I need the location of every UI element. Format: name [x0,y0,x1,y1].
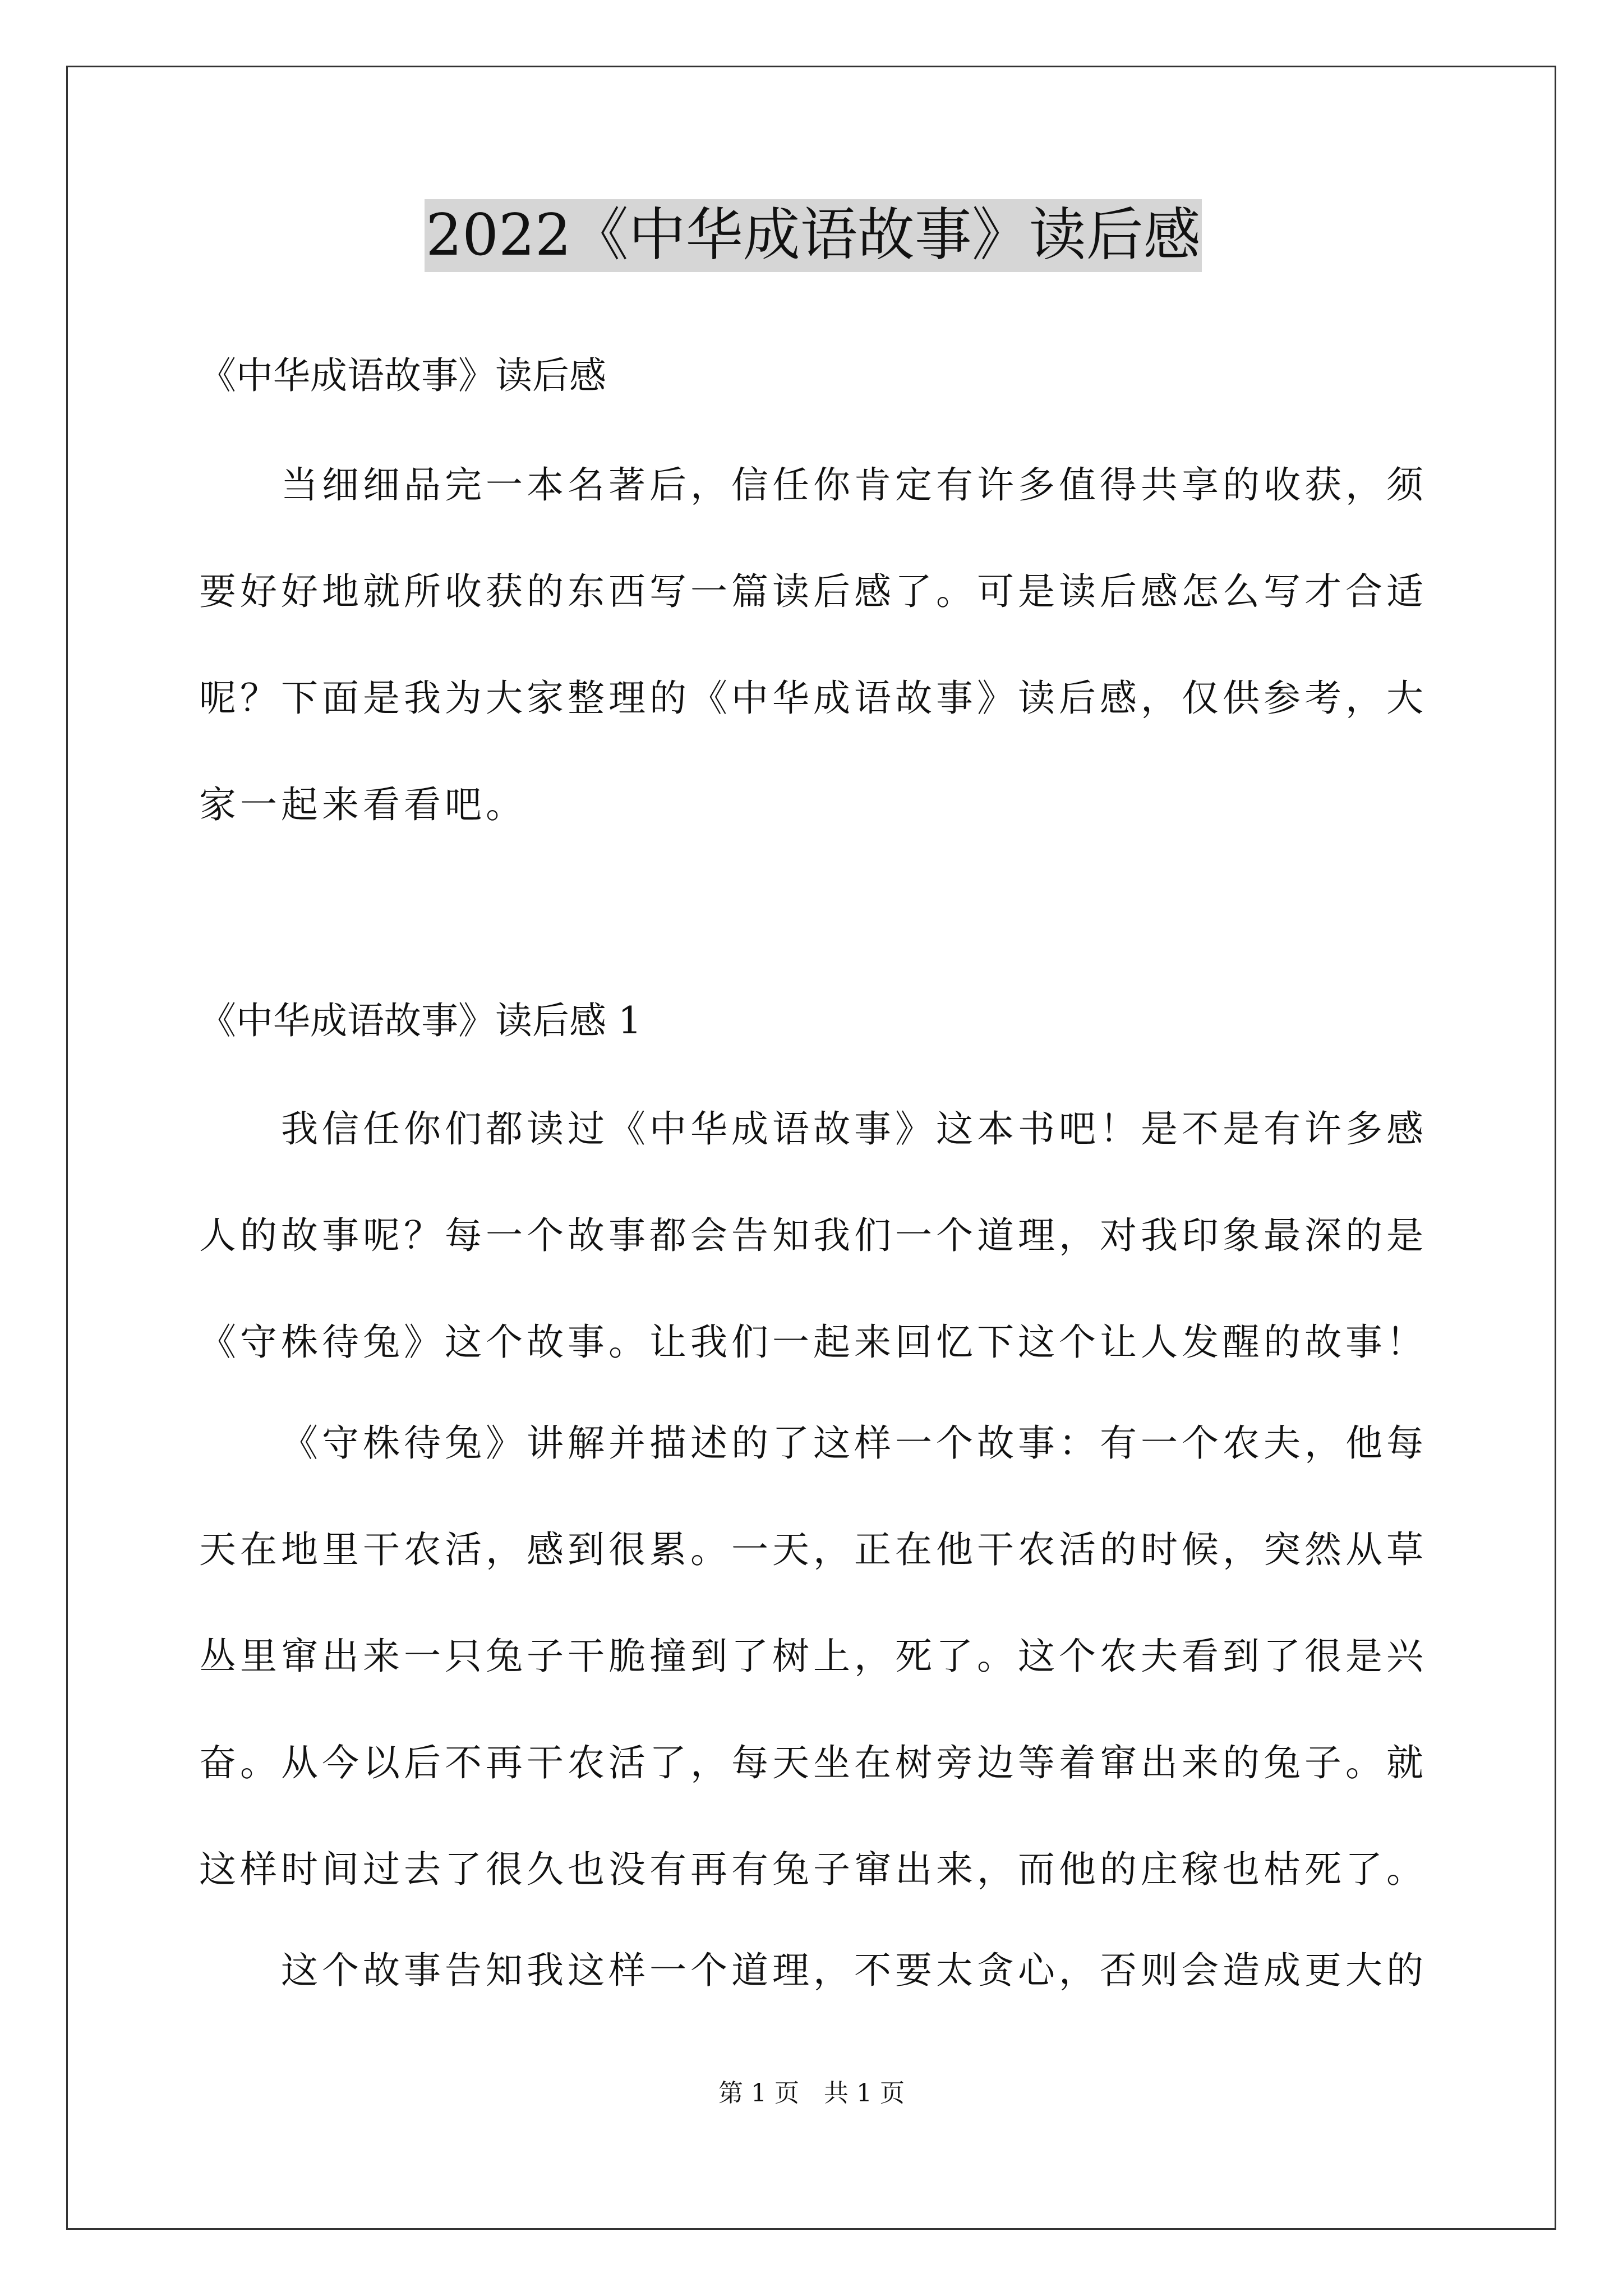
section-1-paragraph-2: 《守株待兔》讲解并描述的了这样一个故事：有一个农夫，他每天在地里干农活，感到很累。一天，正在他干农活的时候，突然从草丛里窜出来一只兔子干脆撞到了树上，死了。这个农夫看到了很是兴奋。从今以后不再干农活了，每天坐在树旁边等着窜出来的兔子。就这样时间过去了很久也没有再有兔子窜出来，而他的庄稼也枯死了。 [199,1421,1427,1891]
document-title: 2022《中华成语故事》读后感 [425,199,1202,272]
page-footer: 第 1 页 共 1 页 [718,2079,905,2108]
title-container [199,199,1427,272]
intro-paragraph: 当细细品完一本名著后，信任你肯定有许多值得共享的收获，须要好好地就所收获的东西写一篇读后感了。可是读后感怎么写才合适呢？下面是我为大家整理的《中华成语故事》读后感，仅供参考，大家一起来看看吧。 [199,463,1427,826]
section-1-paragraph-3: 这个故事告知我这样一个道理，不要太贪心，否则会造成更大的 [281,1949,1427,1992]
section-1-paragraph-1: 我信任你们都读过《中华成语故事》这本书吧！是不是有许多感人的故事呢？每一个故事都会告知我们一个道理，对我印象最深的是《守株待兔》这个故事。让我们一起来回忆下这个让人发醒的故事！ [199,1107,1427,1364]
section-1-heading: 《中华成语故事》读后感 1 [199,999,642,1042]
intro-heading: 《中华成语故事》读后感 [199,354,606,397]
